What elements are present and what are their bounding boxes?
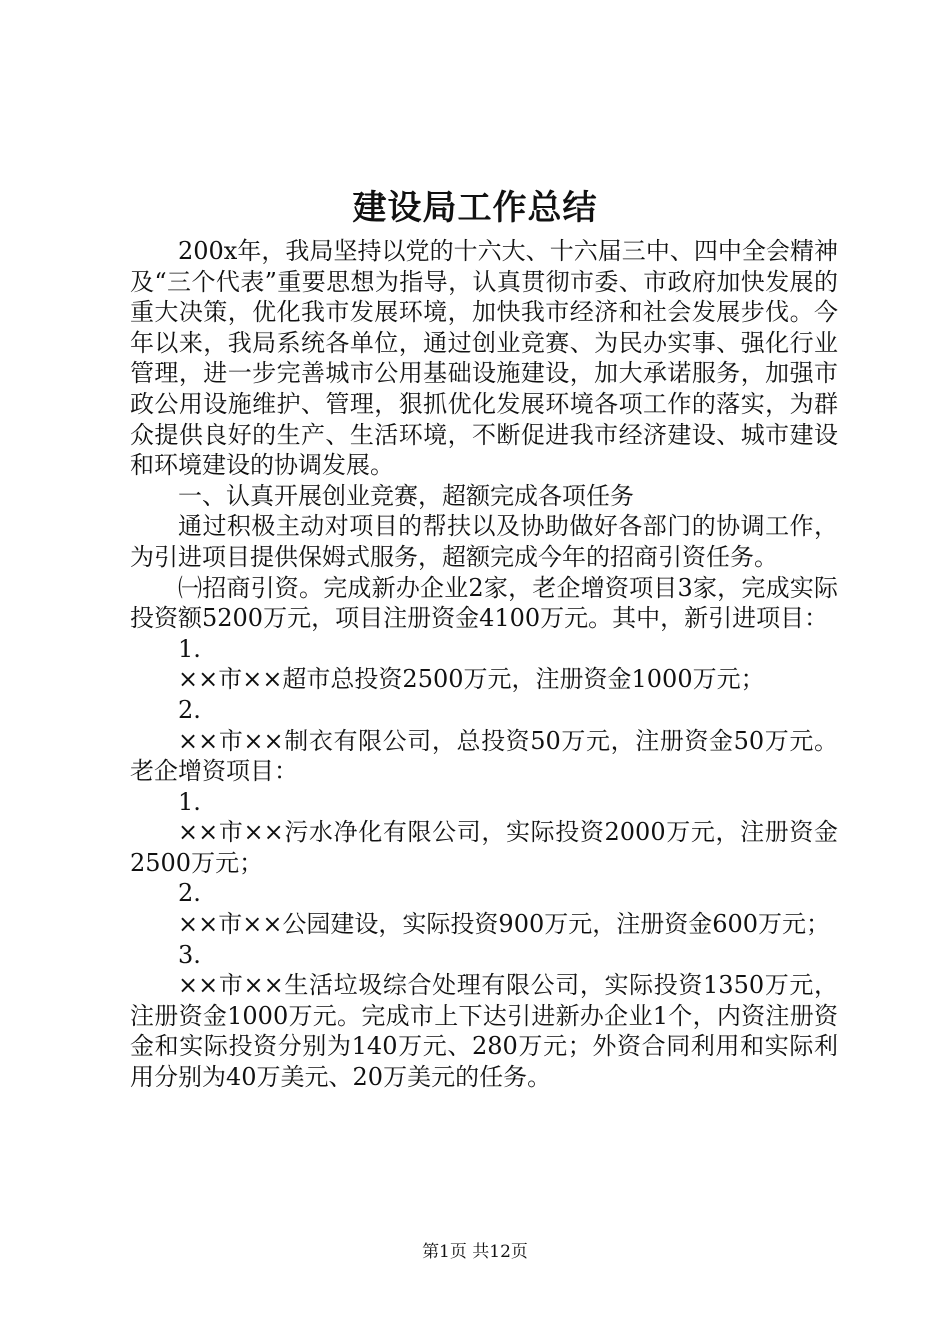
list-number: 2. — [178, 879, 201, 908]
list-number: 2. — [178, 695, 201, 724]
section-heading-1: 一、认真开展创业竞赛，超额完成各项任务 — [178, 481, 634, 510]
page-footer: 第1页 共12页 — [422, 1242, 528, 1262]
document-title: 建设局工作总结 — [352, 188, 598, 228]
list-number: 1. — [178, 787, 201, 816]
list-number: 3. — [178, 940, 201, 969]
list-item: ××市××制衣有限公司，总投资50万元，注册资金50万元。老企增资项目： — [130, 726, 838, 786]
list-number: 1. — [178, 634, 201, 663]
list-item: ××市××污水净化有限公司，实际投资2000万元，注册资金2500万元； — [130, 818, 838, 877]
section-paragraph-1: 通过积极主动对项目的帮扶以及协助做好各部门的协调工作，为引进项目提供保姆式服务，超额完成今年的招商引资任务。 — [130, 512, 838, 571]
intro-paragraph: 200x年，我局坚持以党的十六大、十六届三中、四中全会精神及“三个代表”重要思想为指导，认真贯彻市委、市政府加快发展的重大决策，优化我市发展环境，加快我市经济和社会发展步伐。今年以来，我局系统各单位，通过创业竞赛、为民办实事、强化行业管理，进一步完善城市公用基础设施建设，加大承诺服务，加强市政公用设施维护、管理，狠抓优化发展环境各项工作的落实，为群众提供良好的生产、生活环境，不断促进我市经济建设、城市建设和环境建设的协调发展。 — [130, 237, 838, 480]
list-item: ××市××超市总投资2500万元，注册资金1000万元； — [178, 665, 765, 694]
list-item: ××市××公园建设，实际投资900万元，注册资金600万元； — [178, 910, 831, 939]
list-item: ××市××生活垃圾综合处理有限公司，实际投资1350万元，注册资金1000万元。完成市上下达引进新办企业1个，内资注册资金和实际投资分别为140万元、280万元；外资合同利用和实际利用分别为40万美元、20万美元的任务。 — [130, 971, 838, 1092]
document-body — [130, 236, 838, 1093]
investment-paragraph: ㈠招商引资。完成新办企业2家，老企增资项目3家，完成实际投资额5200万元，项目注册资金4100万元。其中，新引进项目： — [130, 573, 838, 633]
